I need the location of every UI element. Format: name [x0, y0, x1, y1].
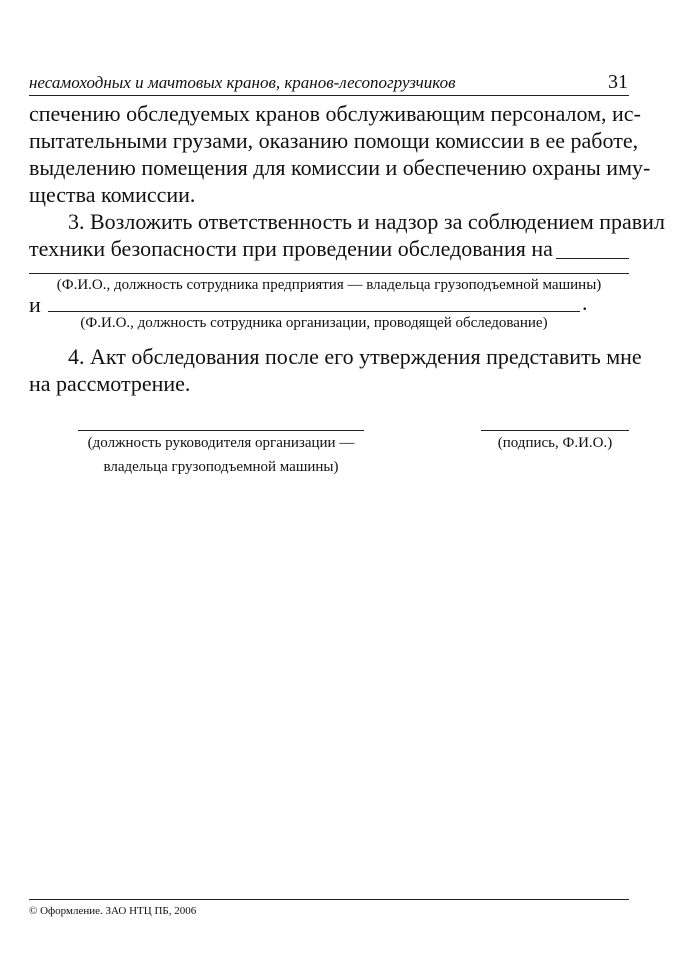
- signature-line-name: [481, 430, 629, 431]
- signature-line-position: [78, 430, 364, 431]
- item-4-line-1: 4. Акт обследования после его утверждения представить мне: [68, 344, 642, 369]
- fill-in-blank-line: [29, 273, 629, 274]
- paragraph-line: спечению обследуемых кранов обслуживающим персоналом, ис-: [29, 101, 641, 126]
- paragraph-line: пытательными грузами, оказанию помощи комиссии в ее работе,: [29, 128, 639, 153]
- field-caption-org: (Ф.И.О., должность сотрудника организации, проводящей обследование): [80, 315, 548, 331]
- fill-in-blank-line: [48, 311, 580, 312]
- and-word: и: [29, 292, 41, 317]
- signature-caption-position: (должность руководителя организации —: [87, 435, 355, 451]
- page-number: 31: [608, 71, 628, 93]
- signature-caption-name: (подпись, Ф.И.О.): [497, 435, 613, 451]
- item-4-line-2: на рассмотрение.: [29, 371, 191, 396]
- running-header: несамоходных и мачтовых кранов, кранов-лесопогрузчиков: [29, 73, 456, 92]
- field-caption-owner: (Ф.И.О., должность сотрудника предприятия — владельца грузоподъемной машины): [56, 277, 602, 293]
- paragraph-line: выделению помещения для комиссии и обеспечению охраны иму-: [29, 155, 651, 180]
- signature-caption-position: владельца грузоподъемной машины): [103, 459, 339, 475]
- copyright-footer: © Оформление. ЗАО НТЦ ПБ, 2006: [29, 905, 197, 917]
- footer-rule: [29, 899, 629, 900]
- item-3-line-2: техники безопасности при проведении обследования на: [29, 236, 553, 261]
- fill-in-blank-line: [556, 258, 629, 259]
- header-rule: [29, 95, 629, 96]
- period: .: [582, 290, 588, 315]
- item-3-line-1: 3. Возложить ответственность и надзор за соблюдением правил: [68, 209, 665, 234]
- paragraph-line: щества комиссии.: [29, 182, 196, 207]
